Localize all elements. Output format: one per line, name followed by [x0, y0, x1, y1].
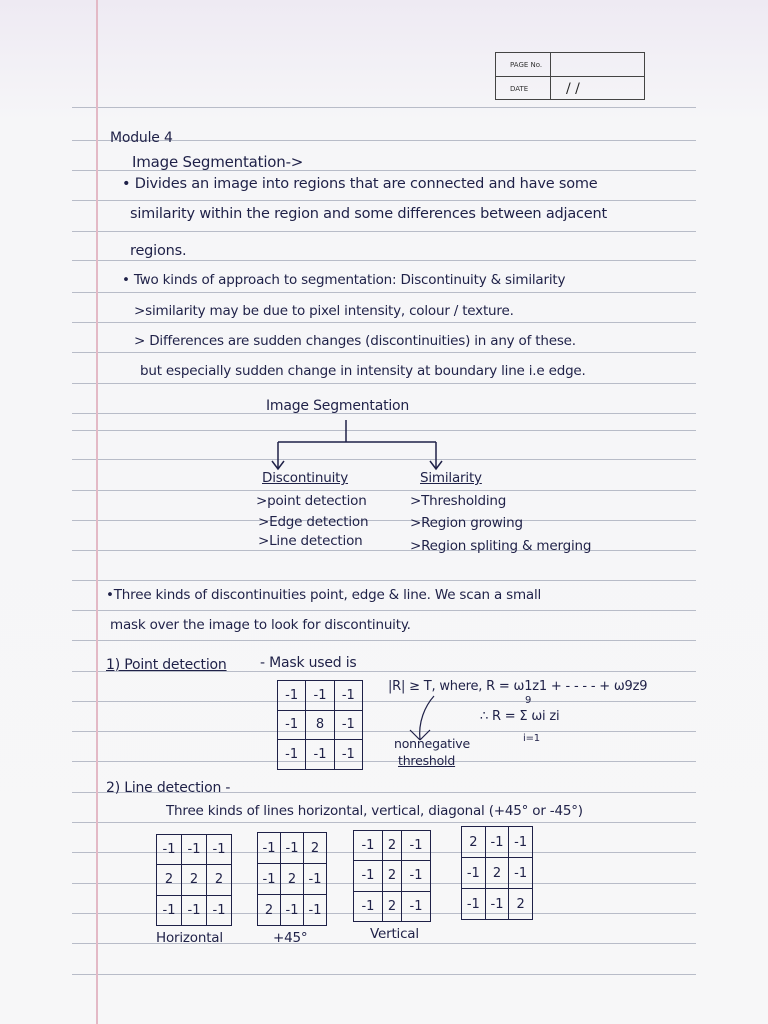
sub-point-edge: but especially sudden change in intensity at boundary line i.e edge.: [140, 363, 586, 379]
left-item-1: >Edge detection: [258, 514, 369, 530]
mask-cell: 2: [258, 895, 281, 926]
mask-cell: -1: [182, 895, 207, 925]
mask-cell: 2: [485, 858, 509, 889]
right-item-2: >Region spliting & merging: [410, 538, 592, 554]
mask-cell: -1: [278, 740, 306, 770]
mask-cell: -1: [402, 861, 431, 891]
mask-cell: -1: [354, 891, 383, 921]
mask-cell: -1: [304, 895, 327, 926]
left-item-2: >Line detection: [258, 533, 363, 549]
mask-cell: 2: [382, 831, 401, 861]
line-detection-subtitle: Three kinds of lines horizontal, vertical, diagonal (+45° or -45°): [166, 803, 583, 819]
mask-cell: -1: [334, 740, 362, 770]
mask-cell: -1: [334, 710, 362, 740]
tree-root: Image Segmentation: [266, 398, 410, 414]
bullet2: • Two kinds of approach to segmentation: Discontinuity & similarity: [122, 272, 566, 288]
mask-cell: -1: [157, 895, 182, 925]
mask-cell: -1: [354, 861, 383, 891]
mask-cell: -1: [281, 833, 304, 864]
vertical-mask: [353, 830, 431, 922]
point-detection-title: 1) Point detection: [106, 657, 227, 673]
line-detection-title: 2) Line detection -: [106, 780, 231, 796]
similarity-title: Similarity: [420, 470, 482, 486]
date-label: DATE: [510, 85, 529, 93]
mask-cell: -1: [281, 895, 304, 926]
left-item-0: >point detection: [256, 493, 367, 509]
mask-cell: -1: [258, 833, 281, 864]
plus45-label: +45°: [273, 930, 308, 946]
date-value: / /: [566, 81, 580, 97]
sum-lower-limit: i=1: [523, 733, 540, 744]
mask-cell: -1: [207, 895, 232, 925]
mask-cell: 8: [306, 710, 334, 740]
mask-cell: -1: [462, 858, 486, 889]
mask-cell: 2: [382, 861, 401, 891]
sub-point-differences: > Differences are sudden changes (discontinuities) in any of these.: [134, 333, 576, 349]
module-title: Module 4: [110, 130, 173, 146]
point-detection-suffix: - Mask used is: [260, 655, 357, 671]
page-no-label: PAGE No.: [510, 61, 543, 69]
mask-cell: -1: [157, 835, 182, 865]
point-mask: [277, 680, 363, 770]
mask-cell: -1: [354, 831, 383, 861]
mask-cell: -1: [278, 710, 306, 740]
mask-cell: 2: [462, 827, 486, 858]
discontinuity-title: Discontinuity: [262, 470, 349, 486]
section-heading: Image Segmentation->: [132, 153, 304, 171]
mask-cell: -1: [258, 864, 281, 895]
mask-cell: 2: [182, 865, 207, 895]
mask-cell: 2: [382, 891, 401, 921]
mask-cell: -1: [207, 835, 232, 865]
mask-cell: -1: [306, 681, 334, 711]
bullet1-line2: similarity within the region and some differences between adjacent: [130, 206, 608, 222]
plus45-mask: [257, 832, 327, 926]
horizontal-mask: [156, 834, 232, 926]
mask-cell: -1: [304, 864, 327, 895]
threshold-note-line1: nonnegative: [394, 736, 470, 751]
mask-cell: -1: [485, 889, 509, 920]
minus45-mask: [461, 826, 533, 920]
mask-cell: -1: [509, 827, 533, 858]
mask-cell: -1: [462, 889, 486, 920]
mask-cell: 2: [304, 833, 327, 864]
mask-cell: 2: [509, 889, 533, 920]
formula-sum: ∴ R = Σ ωi zi: [480, 709, 560, 724]
bullet1-line3: regions.: [130, 243, 187, 259]
mask-cell: 2: [207, 865, 232, 895]
sub-point-similarity: >similarity may be due to pixel intensity, colour / texture.: [134, 303, 514, 319]
bullet1-line1: • Divides an image into regions that are connected and have some: [122, 176, 598, 192]
formula-threshold: |R| ≥ T, where, R = ω1z1 + - - - - + ω9z9: [388, 679, 648, 694]
discontinuities-line1: •Three kinds of discontinuities point, edge & line. We scan a small: [106, 587, 542, 603]
right-item-0: >Thresholding: [410, 493, 507, 509]
mask-cell: 2: [281, 864, 304, 895]
discontinuities-line2: mask over the image to look for discontinuity.: [110, 617, 411, 633]
vertical-label: Vertical: [370, 926, 419, 942]
mask-cell: -1: [334, 681, 362, 711]
mask-cell: -1: [306, 740, 334, 770]
mask-cell: -1: [485, 827, 509, 858]
mask-cell: -1: [509, 858, 533, 889]
threshold-note-line2: threshold: [398, 753, 456, 768]
mask-cell: -1: [182, 835, 207, 865]
horizontal-label: Horizontal: [156, 930, 223, 946]
mask-cell: -1: [402, 831, 431, 861]
mask-cell: -1: [402, 891, 431, 921]
mask-cell: 2: [157, 865, 182, 895]
mask-cell: -1: [278, 681, 306, 711]
sum-upper-limit: 9: [525, 695, 532, 706]
right-item-1: >Region growing: [410, 515, 523, 531]
